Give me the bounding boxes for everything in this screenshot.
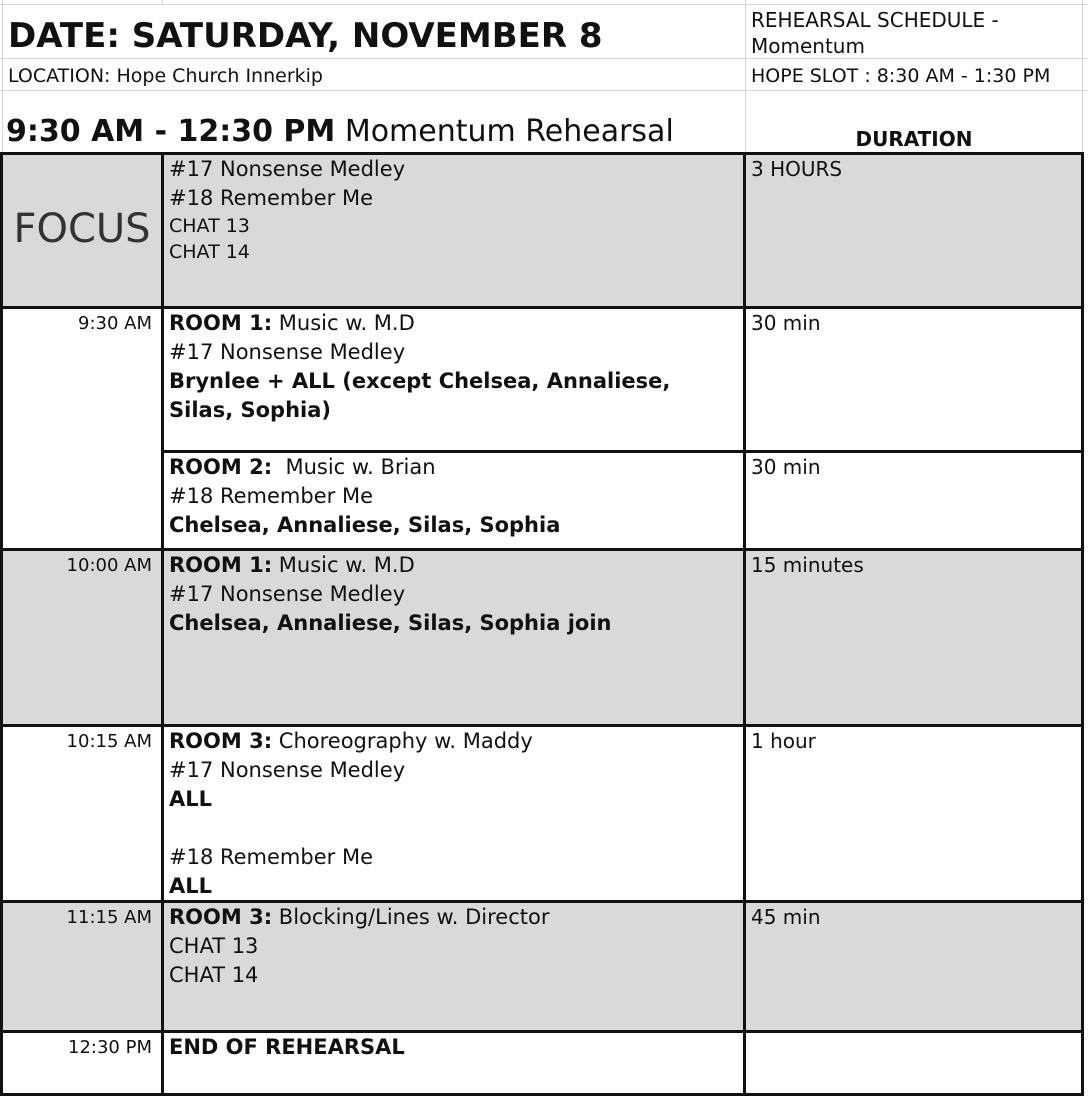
row-duration: 30 min [751, 311, 821, 335]
song-line: #17 Nonsense Medley [169, 340, 406, 364]
row-duration: 15 minutes [751, 553, 864, 577]
song-line: #17 Nonsense Medley [169, 582, 406, 606]
activity-label: Music w. M.D [278, 311, 415, 335]
row-time: 10:00 AM [66, 555, 152, 576]
schedule-cell [169, 309, 670, 425]
room-label: ROOM 2: [169, 455, 273, 479]
focus-item: #18 Remember Me [169, 186, 373, 210]
focus-row-shade [2, 154, 1082, 307]
date-heading: DATE: SATURDAY, NOVEMBER 8 [8, 16, 603, 56]
row-time: 12:30 PM [68, 1037, 152, 1058]
schedule-title-line-1: REHEARSAL SCHEDULE - [751, 8, 999, 32]
session-heading [6, 114, 674, 149]
people-line: Chelsea, Annaliese, Silas, Sophia [169, 513, 561, 537]
focus-items [169, 155, 405, 265]
row-time: 10:15 AM [66, 731, 152, 752]
room-label: ROOM 1: [169, 311, 273, 335]
grid-line [2, 0, 3, 154]
focus-label: FOCUS [13, 206, 151, 252]
people-line: ALL [169, 874, 213, 898]
session-name: Momentum Rehearsal [344, 114, 674, 149]
row-duration: 30 min [751, 455, 821, 479]
song-line: #18 Remember Me [169, 845, 373, 869]
room-label: ROOM 3: [169, 905, 273, 929]
chat-line: CHAT 13 [169, 934, 259, 958]
focus-item: #17 Nonsense Medley [169, 157, 406, 181]
room-label: ROOM 3: [169, 729, 273, 753]
activity-label: Blocking/Lines w. Director [278, 905, 550, 929]
table-border [743, 152, 746, 1096]
duration-header: DURATION [855, 127, 973, 151]
activity-label: Choreography w. Maddy [278, 729, 533, 753]
table-border [1081, 152, 1084, 1096]
row-time: 9:30 AM [78, 313, 152, 334]
schedule-cell [169, 903, 549, 990]
people-line: Silas, Sophia) [169, 398, 331, 422]
focus-item: CHAT 13 [169, 215, 250, 237]
row-duration: 1 hour [751, 729, 816, 753]
focus-item: CHAT 14 [169, 241, 250, 263]
chat-line: CHAT 14 [169, 963, 259, 987]
location-label: LOCATION: Hope Church Innerkip [8, 65, 323, 87]
table-border [0, 152, 3, 1096]
end-of-rehearsal: END OF REHEARSAL [169, 1035, 405, 1059]
song-line: #18 Remember Me [169, 484, 373, 508]
session-time: 9:30 AM - 12:30 PM [6, 114, 336, 149]
schedule-cell [169, 727, 533, 901]
schedule-cell [169, 551, 611, 638]
table-border [161, 152, 164, 1096]
grid-line [0, 90, 1088, 91]
grid-line [0, 58, 1088, 59]
activity-label: Music w. Brian [278, 455, 436, 479]
people-line: Chelsea, Annaliese, Silas, Sophia join [169, 611, 612, 635]
blank-line [169, 814, 533, 843]
schedule-cell [169, 453, 560, 540]
row-duration: 45 min [751, 905, 821, 929]
hope-slot-label: HOPE SLOT : 8:30 AM - 1:30 PM [751, 65, 1051, 87]
room-label: ROOM 1: [169, 553, 273, 577]
focus-duration: 3 HOURS [751, 157, 843, 181]
grid-line [0, 4, 1088, 5]
row-time: 11:15 AM [66, 907, 152, 928]
schedule-title-line-2: Momentum [751, 34, 865, 58]
people-line: Brynlee + ALL (except Chelsea, Annaliese, [169, 369, 671, 393]
people-line: ALL [169, 787, 213, 811]
activity-label: Music w. M.D [278, 553, 415, 577]
song-line: #17 Nonsense Medley [169, 758, 406, 782]
grid-line [1082, 0, 1083, 154]
grid-line [162, 0, 163, 6]
